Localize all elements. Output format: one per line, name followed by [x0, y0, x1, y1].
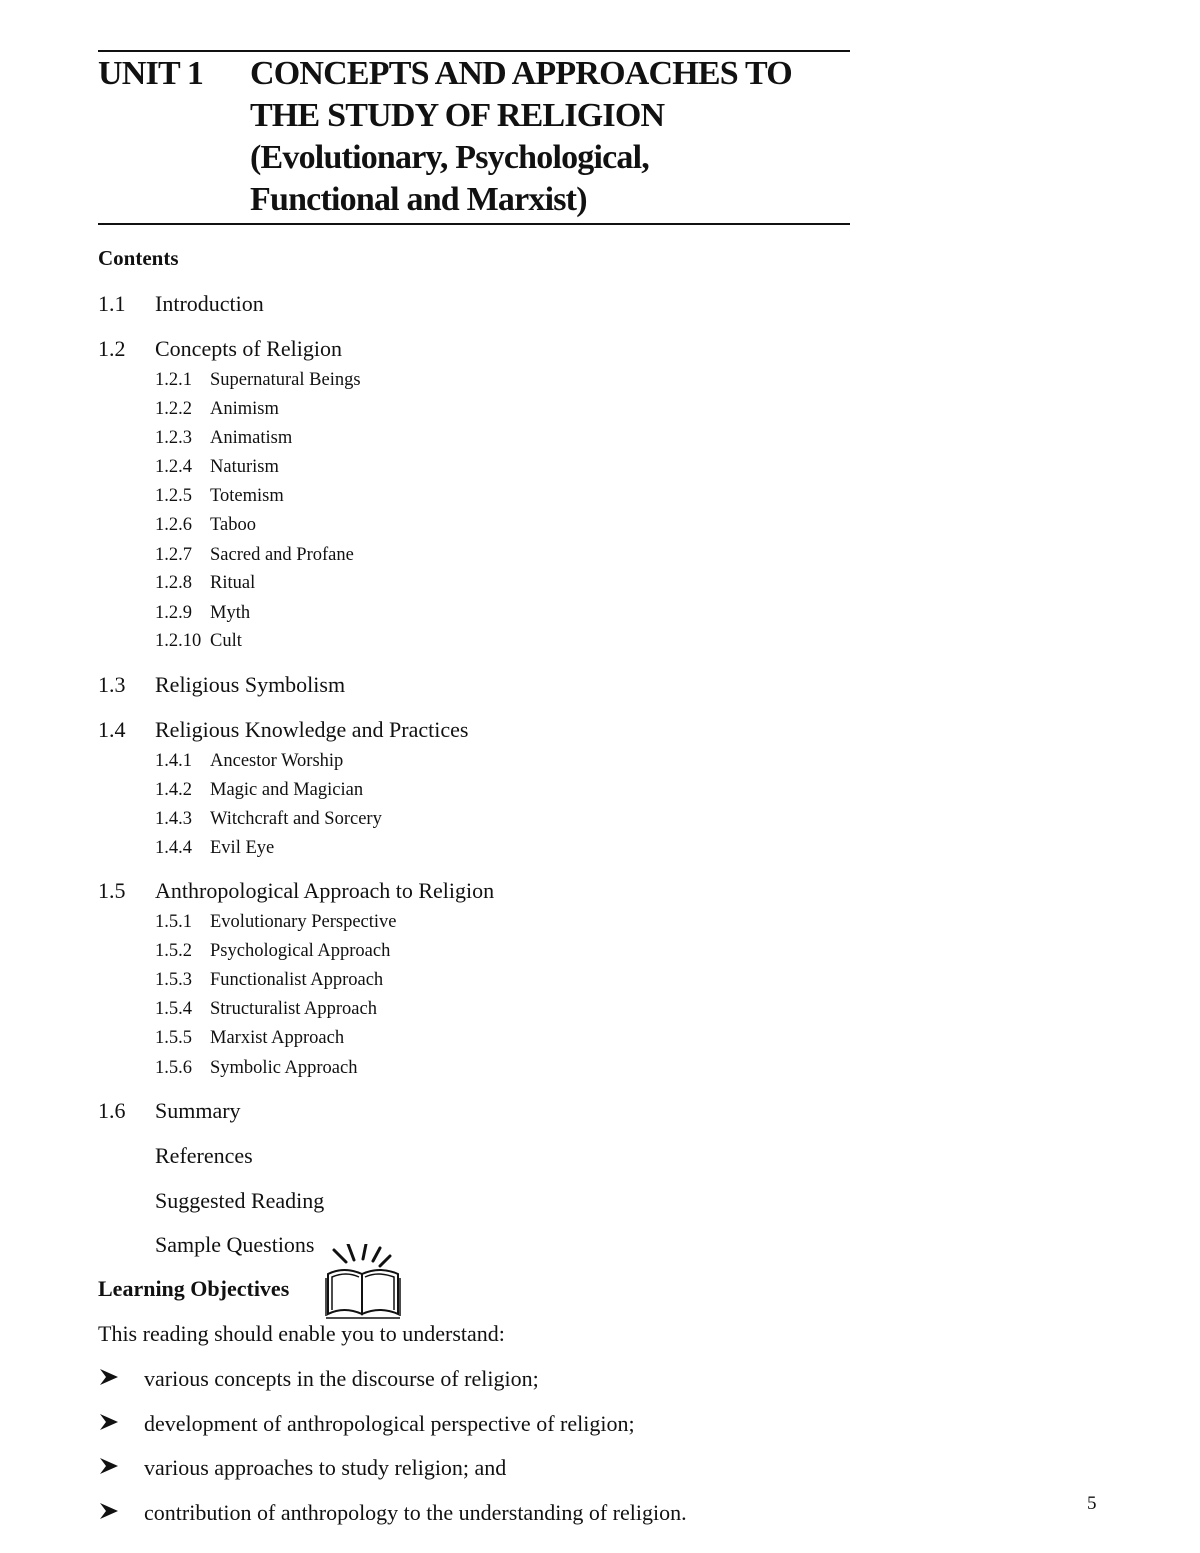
toc-entry-number: 1.2.4: [155, 457, 192, 477]
toc-entry-number: 1.2.10: [155, 631, 202, 651]
toc-entry-label: Totemism: [210, 486, 284, 506]
unit-title-line-3: (Evolutionary, Psychological,: [250, 139, 649, 176]
toc-entry-label: Structuralist Approach: [210, 999, 377, 1019]
toc-entry-label: Evil Eye: [210, 838, 275, 858]
toc-entry-number: 1.4: [98, 717, 126, 742]
toc-entry-label: Magic and Magician: [210, 780, 364, 800]
toc-entry-label: Sacred and Profane: [210, 545, 354, 565]
toc-entry-number: 1.4.1: [155, 751, 192, 771]
objective-text: contribution of anthropology to the understanding of religion.: [144, 1500, 687, 1525]
toc-entry-label: Functionalist Approach: [210, 970, 384, 990]
toc-entry-label: Summary: [155, 1098, 241, 1123]
objective-text: development of anthropological perspective of religion;: [144, 1411, 635, 1436]
page-number: 5: [1087, 1493, 1097, 1514]
toc-entry-number: 1.5.4: [155, 999, 192, 1019]
toc-entry-label: Suggested Reading: [155, 1188, 325, 1213]
arrow-bullet-icon: [98, 1500, 120, 1522]
toc-entry-label: Religious Symbolism: [155, 672, 346, 697]
unit-title-line-1: CONCEPTS AND APPROACHES TO: [250, 55, 792, 92]
toc-entry-label: Religious Knowledge and Practices: [155, 717, 469, 742]
toc-entry-label: Psychological Approach: [210, 941, 391, 961]
arrow-bullet-icon: [98, 1366, 120, 1388]
unit-title-line-4: Functional and Marxist): [250, 181, 587, 218]
toc-entry-number: 1.2: [98, 336, 126, 361]
objective-text: various approaches to study religion; and: [144, 1455, 507, 1480]
toc-entry-number: 1.5.5: [155, 1028, 192, 1048]
toc-entry-label: Anthropological Approach to Religion: [155, 878, 495, 903]
toc-entry-label: Symbolic Approach: [210, 1058, 358, 1078]
learning-objectives-heading: Learning Objectives: [98, 1276, 290, 1301]
toc-entry-number: 1.2.9: [155, 603, 192, 623]
toc-entry-number: 1.4.4: [155, 838, 192, 858]
toc-entry-label: Witchcraft and Sorcery: [210, 809, 382, 829]
toc-entry-number: 1.1: [98, 291, 126, 316]
toc-entry-number: 1.5: [98, 878, 126, 903]
objectives-intro: This reading should enable you to understand:: [98, 1321, 505, 1346]
toc-entry-number: 1.2.5: [155, 486, 192, 506]
toc-entry-label: Sample Questions: [155, 1232, 315, 1257]
toc-entry-number: 1.2.7: [155, 545, 192, 565]
arrow-bullet-icon: [98, 1411, 120, 1433]
toc-entry-number: 1.2.3: [155, 428, 192, 448]
toc-entry-number: 1.3: [98, 672, 126, 697]
toc-entry-label: Introduction: [155, 291, 264, 316]
toc-entry-number: 1.6: [98, 1098, 126, 1123]
toc-entry-number: 1.2.8: [155, 573, 192, 593]
toc-entry-label: Animatism: [210, 428, 293, 448]
toc-entry-label: Ancestor Worship: [210, 751, 344, 771]
toc-entry-label: Taboo: [210, 515, 256, 535]
unit-title-line-2: THE STUDY OF RELIGION: [250, 97, 665, 134]
toc-entry-label: Supernatural Beings: [210, 370, 361, 390]
toc-entry-label: Concepts of Religion: [155, 336, 342, 361]
toc-entry-number: 1.5.1: [155, 912, 192, 932]
objective-text: various concepts in the discourse of religion;: [144, 1366, 539, 1391]
toc-entry-number: 1.4.3: [155, 809, 192, 829]
top-rule: [98, 50, 850, 52]
toc-entry-number: 1.5.6: [155, 1058, 192, 1078]
toc-entry-label: References: [155, 1143, 253, 1168]
toc-entry-number: 1.2.6: [155, 515, 192, 535]
toc-entry-label: Myth: [210, 603, 251, 623]
toc-entry-label: Ritual: [210, 573, 256, 593]
book-icon: [324, 1244, 404, 1320]
toc-entry-number: 1.4.2: [155, 780, 192, 800]
toc-entry-number: 1.2.2: [155, 399, 192, 419]
toc-entry-label: Naturism: [210, 457, 279, 477]
contents-heading: Contents: [98, 246, 179, 270]
toc-entry-number: 1.5.3: [155, 970, 192, 990]
toc-entry-number: 1.2.1: [155, 370, 192, 390]
toc-entry-label: Evolutionary Perspective: [210, 912, 397, 932]
arrow-bullet-icon: [98, 1455, 120, 1477]
toc-entry-number: 1.5.2: [155, 941, 192, 961]
bottom-rule: [98, 223, 850, 225]
unit-label: UNIT 1: [98, 55, 204, 92]
toc-entry-label: Marxist Approach: [210, 1028, 345, 1048]
toc-entry-label: Animism: [210, 399, 279, 419]
toc-entry-label: Cult: [210, 631, 242, 651]
